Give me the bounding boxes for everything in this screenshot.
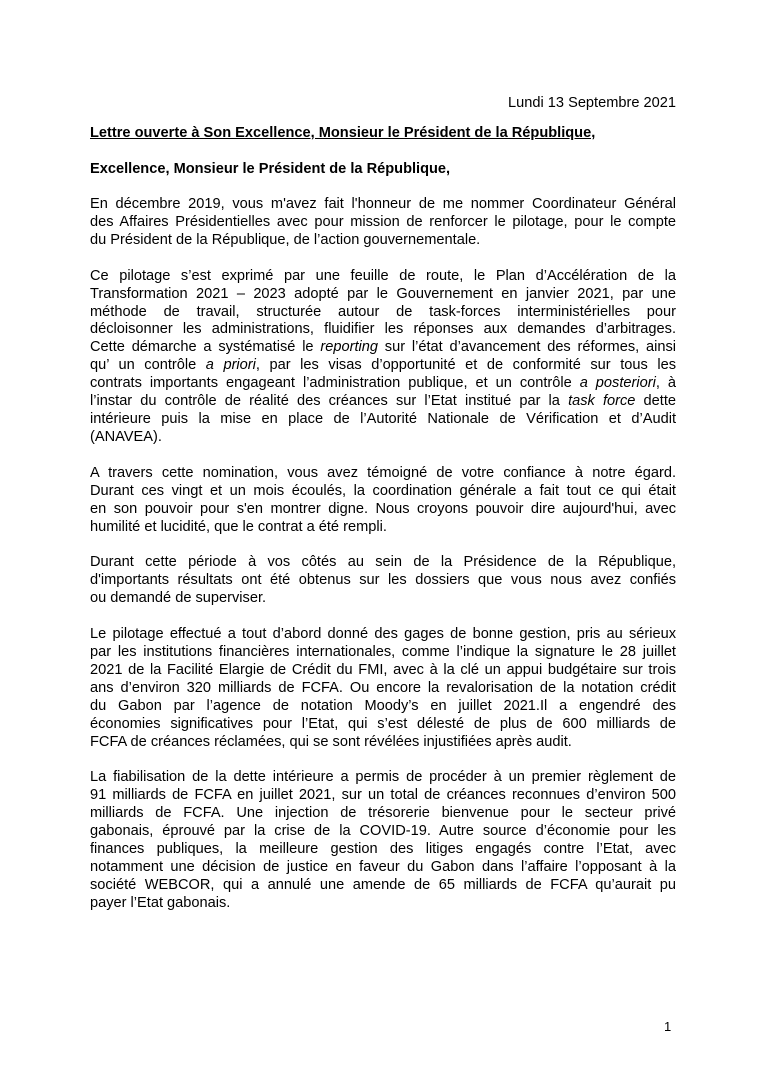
body-paragraph <box>90 554 676 608</box>
paragraph-line: par les institutions financières internationales, comme l’indique la signature le 28 juillet <box>90 644 676 661</box>
paragraph-line: Le pilotage effectué a tout d’abord donné des gages de bonne gestion, pris au sérieux <box>90 626 676 643</box>
paragraph-line <box>90 375 676 393</box>
page-number: 1 <box>664 1019 672 1034</box>
body-paragraph <box>90 626 676 751</box>
line-segment: qu’ un contrôle <box>90 357 206 374</box>
line-segment: , par les visas d’opportunité et de conformité sur tous les <box>255 357 677 374</box>
line-segment: , à <box>655 375 676 392</box>
paragraph-line: Durant cette période à vos côtés au sein de la Présidence de la République, <box>90 554 676 571</box>
paragraph-line: du Président de la République, de l’action gouvernementale. <box>90 231 481 248</box>
letter-title: Lettre ouverte à Son Excellence, Monsieur le Président de la République, <box>90 125 596 141</box>
line-segment: Cette démarche a systématisé le <box>90 339 321 356</box>
paragraph-line: notamment une décision de justice en faveur du Gabon dans l’affaire l’opposant à la <box>90 859 676 875</box>
paragraph-line: En décembre 2019, vous m'avez fait l'honneur de me nommer Coordinateur Général <box>90 196 676 212</box>
paragraph-line: (ANAVEA). <box>90 428 162 445</box>
line-segment: dette <box>635 393 676 410</box>
paragraph-line: humilité et lucidité, que le contrat a été rempli. <box>90 518 387 535</box>
paragraph-line: FCFA de créances réclamées, qui se sont révélées injustifiées après audit. <box>90 733 572 750</box>
paragraph-line: décloisonner les administrations, fluidifier les réponses aux demandes d’arbitrages. <box>90 321 676 338</box>
paragraph-line: Transformation 2021 – 2023 adopté par le Gouvernement en janvier 2021, par une <box>90 285 676 302</box>
paragraph-line <box>90 393 676 411</box>
line-segment: contrats importants engageant l’administration publique, et un contrôle <box>90 375 580 392</box>
letter-body <box>90 196 676 913</box>
letter-page <box>90 94 676 931</box>
paragraph-line: milliards de FCFA. Une injection de trésorerie bienvenue pour le secteur privé <box>90 805 676 822</box>
paragraph-line <box>90 357 676 375</box>
paragraph-line: A travers cette nomination, vous avez témoigné de votre confiance à notre égard. <box>90 464 676 481</box>
paragraph-line: d'importants résultats ont été obtenus sur les dossiers que vous nous avez confiés <box>90 572 676 589</box>
body-paragraph <box>90 268 676 447</box>
paragraph-line: 91 milliards de FCFA en juillet 2021, sur un total de créances reconnues d’environ 500 <box>90 787 676 804</box>
body-paragraph <box>90 465 676 537</box>
paragraph-line: Ce pilotage s’est exprimé par une feuille de route, le Plan d’Accélération de la <box>90 267 676 284</box>
paragraph-line: gabonais, éprouvé par la crise de la COVID-19. Autre source d’économie pour les <box>90 823 676 840</box>
paragraph-line: économies significatives pour l’Etat, qui s’est délesté de plus de 600 milliards de <box>90 715 676 732</box>
paragraph-line: Durant ces vingt et un mois écoulés, la coordination générale a fait tout ce qui était <box>90 482 676 499</box>
paragraph-line: ou demandé de superviser. <box>90 590 267 607</box>
letter-salutation: Excellence, Monsieur le Président de la République, <box>90 161 451 177</box>
body-paragraph <box>90 769 676 912</box>
paragraph-line: finances publiques, la meilleure gestion des litiges engagés contre l’Etat, avec <box>90 841 676 858</box>
italic-term: a priori <box>205 357 256 374</box>
paragraph-line <box>90 339 676 357</box>
paragraph-line: du Gabon par l’agence de notation Moody’s en juillet 2021.Il a engendré des <box>90 697 676 714</box>
paragraph-line: méthode de travail, structurée autour de task-forces interministérielles pour <box>90 303 676 320</box>
paragraph-line: société WEBCOR, qui a annulé une amende de 65 milliards de FCFA qu’aurait pu <box>90 876 676 893</box>
line-segment: sur l’état d’avancement des réformes, ainsi <box>377 339 676 356</box>
italic-term: reporting <box>320 339 378 356</box>
paragraph-line: La fiabilisation de la dette intérieure a permis de procéder à un premier règlement de <box>90 769 676 786</box>
letter-date: Lundi 13 Septembre 2021 <box>508 95 676 111</box>
italic-term: task force <box>568 393 636 410</box>
italic-term: a posteriori <box>579 375 656 392</box>
paragraph-line: des Affaires Présidentielles avec pour mission de renforcer le pilotage, pour le compte <box>90 213 676 230</box>
paragraph-line: payer l’Etat gabonais. <box>90 894 231 911</box>
paragraph-line: intérieure puis la mise en place de l’Autorité Nationale de Vérification et d’Audit <box>90 410 676 427</box>
paragraph-line: en son pouvoir pour s'en montrer digne. Nous croyons pouvoir dire aujourd'hui, avec <box>90 500 676 517</box>
paragraph-line: ans d’environ 320 milliards de FCFA. Ou encore la revalorisation de la notation crédit <box>90 679 676 696</box>
paragraph-line: 2021 de la Facilité Elargie de Crédit du FMI, avec à la clé un appui budgétaire sur trois <box>90 661 676 678</box>
line-segment: l’instar du contrôle de réalité des créances sur l’Etat institué par la <box>90 393 569 410</box>
body-paragraph <box>90 196 676 250</box>
